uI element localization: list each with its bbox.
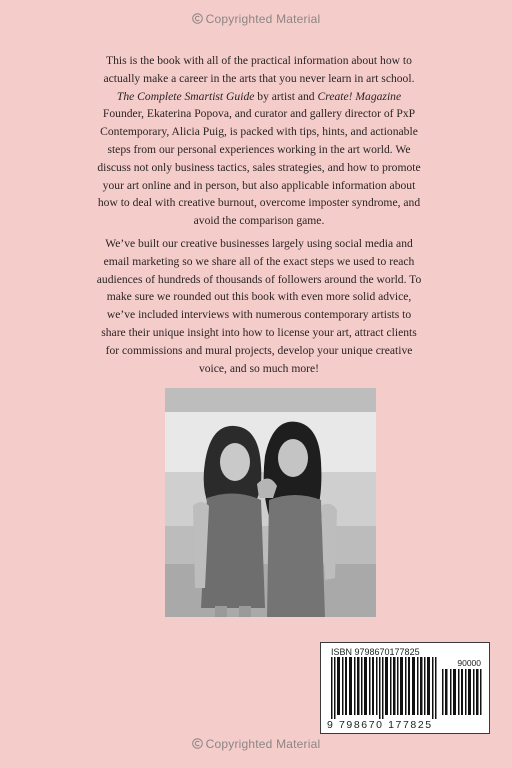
copyright-watermark-top-text: Copyrighted Material bbox=[205, 12, 321, 26]
copyright-watermark-bottom-text: Copyrighted Material bbox=[205, 737, 321, 751]
barcode-main-bars bbox=[331, 657, 437, 719]
copyright-watermark-top bbox=[0, 12, 512, 26]
copyright-icon bbox=[192, 738, 203, 749]
copyright-icon bbox=[192, 13, 203, 24]
blurb-p1-seg-0: This is the book with all of the practical information about how to actually make a career in the arts that you never learn in art school. bbox=[103, 54, 415, 85]
author-photo-image bbox=[165, 388, 376, 617]
blurb-p2-text: We’ve built our creative businesses largely using social media and email marketing so we share all of the exact steps we used to reach audiences of hundreds of thousands of followers around the world. To make sure we rounded out this book with even more solid advice, we’ve included interviews with numerous contemporary artists to share their unique insight into how to license your art, attract clients for commissions and mural projects, develop your unique creative voice, and so much more! bbox=[96, 237, 422, 375]
copyright-watermark-bottom bbox=[0, 737, 512, 751]
isbn-label: ISBN 9798670177825 bbox=[331, 647, 420, 657]
barcode-number: 9 798670 177825 bbox=[327, 719, 433, 731]
author-photo bbox=[165, 388, 376, 617]
isbn-barcode-box bbox=[320, 642, 490, 734]
blurb-paragraph-2 bbox=[96, 235, 422, 377]
blurb-paragraph-1 bbox=[96, 52, 422, 230]
blurb-p1-seg-2: by artist and bbox=[254, 89, 318, 103]
barcode-addon-bars bbox=[442, 669, 482, 715]
blurb-p1-seg-4: Founder, Ekaterina Popova, and curator and gallery director of PxP Contemporary, Alicia Puig, is packed with tips, hints, and actionable steps from our personal experiences working in the art world. We discuss not only business tactics, sales strategies, and how to promote your art online and in person, but also applicable information about how to deal with creative burnout, overcome imposter syndrome, and avoid the comparison game. bbox=[97, 107, 421, 228]
barcode-price-code: 90000 bbox=[457, 658, 481, 668]
book-title-italic: The Complete Smartist Guide bbox=[116, 89, 255, 103]
magazine-name-italic: Create! Magazine bbox=[317, 89, 402, 103]
